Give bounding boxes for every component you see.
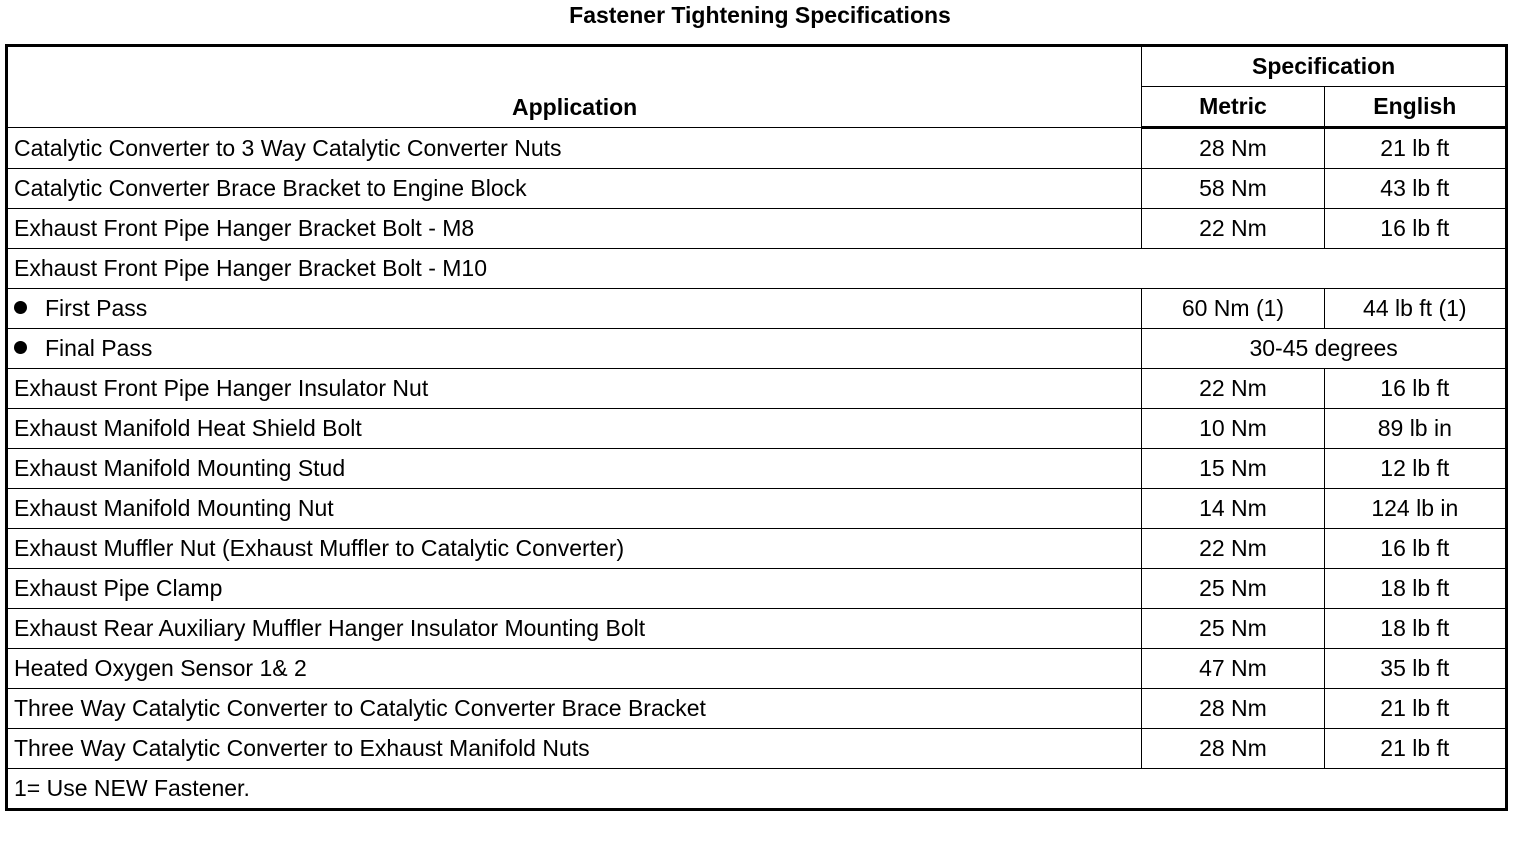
footnote: 1= Use NEW Fastener. <box>7 769 1507 810</box>
metric-cell: 25 Nm <box>1142 569 1324 609</box>
application-label: Final Pass <box>45 335 153 361</box>
application-cell: Three Way Catalytic Converter to Catalytic Converter Brace Bracket <box>7 689 1142 729</box>
metric-cell: 58 Nm <box>1142 169 1324 209</box>
table-row <box>7 609 1507 649</box>
table-row <box>7 649 1507 689</box>
english-cell: 12 lb ft <box>1324 449 1506 489</box>
table-row <box>7 169 1507 209</box>
english-cell: 89 lb in <box>1324 409 1506 449</box>
metric-cell: 25 Nm <box>1142 609 1324 649</box>
english-header: English <box>1324 87 1506 128</box>
metric-cell: 28 Nm <box>1142 689 1324 729</box>
application-cell <box>7 329 1142 369</box>
table-row <box>7 209 1507 249</box>
application-cell: Heated Oxygen Sensor 1& 2 <box>7 649 1142 689</box>
metric-cell: 14 Nm <box>1142 489 1324 529</box>
english-cell: 44 lb ft (1) <box>1324 289 1506 329</box>
application-cell: Three Way Catalytic Converter to Exhaust Manifold Nuts <box>7 729 1142 769</box>
specification-header: Specification <box>1142 46 1507 87</box>
application-cell: Exhaust Rear Auxiliary Muffler Hanger Insulator Mounting Bolt <box>7 609 1142 649</box>
english-cell: 16 lb ft <box>1324 209 1506 249</box>
application-cell: Exhaust Front Pipe Hanger Bracket Bolt - M10 <box>7 249 1507 289</box>
table-row <box>7 569 1507 609</box>
table-row <box>7 409 1507 449</box>
table-row <box>7 729 1507 769</box>
application-cell: Exhaust Manifold Mounting Stud <box>7 449 1142 489</box>
table-row <box>7 329 1507 369</box>
english-cell: 124 lb in <box>1324 489 1506 529</box>
english-cell: 18 lb ft <box>1324 609 1506 649</box>
table-row <box>7 128 1507 169</box>
english-cell: 21 lb ft <box>1324 729 1506 769</box>
metric-cell: 22 Nm <box>1142 529 1324 569</box>
application-label: First Pass <box>45 295 148 321</box>
application-cell: Exhaust Manifold Heat Shield Bolt <box>7 409 1142 449</box>
page-title: Fastener Tightening Specifications <box>569 2 951 28</box>
metric-cell: 22 Nm <box>1142 369 1324 409</box>
bullet-icon <box>14 341 27 354</box>
application-cell: Exhaust Front Pipe Hanger Bracket Bolt - M8 <box>7 209 1142 249</box>
table-row <box>7 369 1507 409</box>
metric-cell: 15 Nm <box>1142 449 1324 489</box>
spec-table <box>5 44 1508 811</box>
application-cell: Exhaust Manifold Mounting Nut <box>7 489 1142 529</box>
table-row <box>7 249 1507 289</box>
metric-cell: 60 Nm (1) <box>1142 289 1324 329</box>
table-row <box>7 529 1507 569</box>
application-cell: Exhaust Pipe Clamp <box>7 569 1142 609</box>
application-cell: Catalytic Converter Brace Bracket to Engine Block <box>7 169 1142 209</box>
application-header: Application <box>7 46 1142 128</box>
combined-spec-cell: 30-45 degrees <box>1142 329 1507 369</box>
bullet-icon <box>14 301 27 314</box>
metric-cell: 47 Nm <box>1142 649 1324 689</box>
header-row-1 <box>7 46 1507 87</box>
metric-cell: 28 Nm <box>1142 128 1324 169</box>
english-cell: 16 lb ft <box>1324 529 1506 569</box>
application-cell: Exhaust Muffler Nut (Exhaust Muffler to Catalytic Converter) <box>7 529 1142 569</box>
english-cell: 16 lb ft <box>1324 369 1506 409</box>
table-row <box>7 489 1507 529</box>
table-row <box>7 689 1507 729</box>
application-cell: Catalytic Converter to 3 Way Catalytic Converter Nuts <box>7 128 1142 169</box>
table-row <box>7 289 1507 329</box>
english-cell: 21 lb ft <box>1324 689 1506 729</box>
footnote-row <box>7 769 1507 810</box>
metric-cell: 22 Nm <box>1142 209 1324 249</box>
english-cell: 21 lb ft <box>1324 128 1506 169</box>
application-cell: Exhaust Front Pipe Hanger Insulator Nut <box>7 369 1142 409</box>
english-cell: 43 lb ft <box>1324 169 1506 209</box>
metric-cell: 28 Nm <box>1142 729 1324 769</box>
table-row <box>7 449 1507 489</box>
english-cell: 18 lb ft <box>1324 569 1506 609</box>
metric-cell: 10 Nm <box>1142 409 1324 449</box>
english-cell: 35 lb ft <box>1324 649 1506 689</box>
metric-header: Metric <box>1142 87 1324 128</box>
application-cell <box>7 289 1142 329</box>
